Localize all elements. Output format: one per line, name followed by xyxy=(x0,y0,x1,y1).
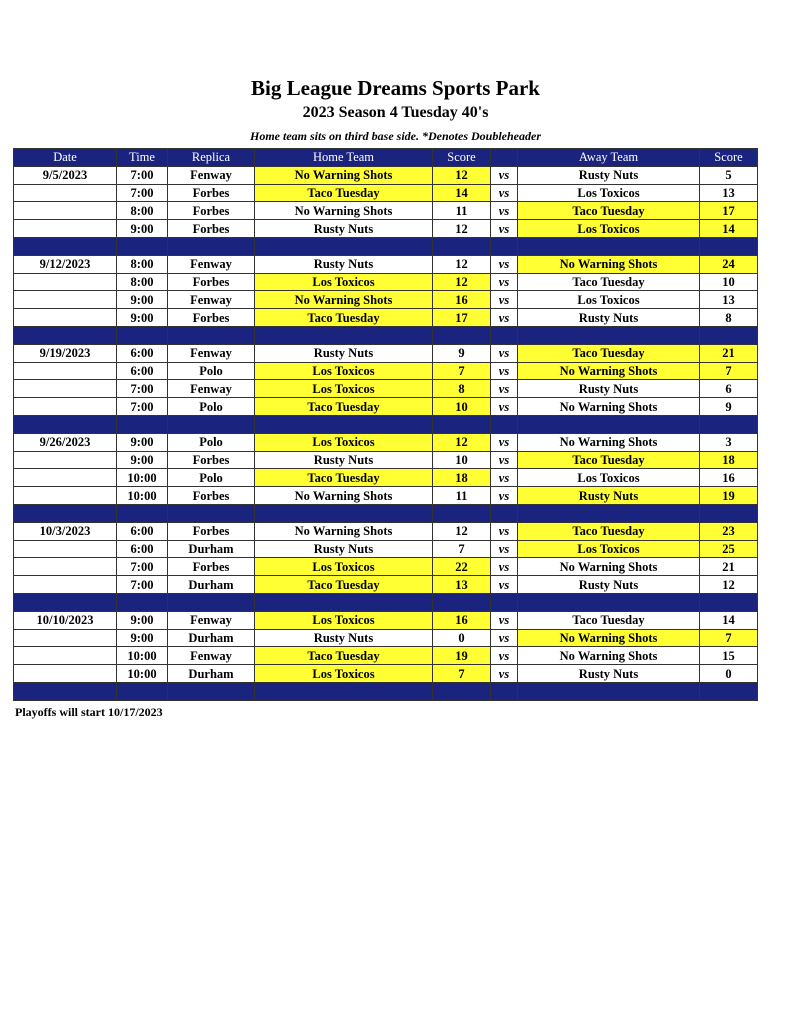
cell-replica: Fenway xyxy=(168,166,255,184)
cell-home-team: Taco Tuesday xyxy=(255,309,433,327)
cell-time: 7:00 xyxy=(117,166,168,184)
cell-away-score: 9 xyxy=(700,398,758,416)
col-header-home-score: Score xyxy=(433,149,491,167)
cell-replica: Forbes xyxy=(168,184,255,202)
cell-away-team: Taco Tuesday xyxy=(518,451,700,469)
separator-cell xyxy=(518,326,700,344)
table-row xyxy=(14,398,758,416)
cell-replica: Forbes xyxy=(168,522,255,540)
cell-time: 9:00 xyxy=(117,309,168,327)
week-separator xyxy=(14,237,758,255)
table-row xyxy=(14,380,758,398)
separator-cell xyxy=(255,504,433,522)
cell-vs: vs xyxy=(491,398,518,416)
cell-date xyxy=(14,291,117,309)
playoffs-note: Playoffs will start 10/17/2023 xyxy=(15,705,163,719)
cell-home-score: 16 xyxy=(433,291,491,309)
cell-time: 7:00 xyxy=(117,184,168,202)
cell-vs: vs xyxy=(491,540,518,558)
cell-home-team: Los Toxicos xyxy=(255,665,433,683)
cell-home-score: 12 xyxy=(433,273,491,291)
cell-home-team: No Warning Shots xyxy=(255,166,433,184)
cell-home-score: 12 xyxy=(433,220,491,238)
separator-cell xyxy=(168,326,255,344)
cell-time: 9:00 xyxy=(117,629,168,647)
separator-cell xyxy=(117,237,168,255)
cell-time: 8:00 xyxy=(117,202,168,220)
cell-time: 9:00 xyxy=(117,451,168,469)
cell-away-team: Los Toxicos xyxy=(518,291,700,309)
cell-away-score: 0 xyxy=(700,665,758,683)
cell-home-score: 10 xyxy=(433,451,491,469)
cell-date: 10/10/2023 xyxy=(14,611,117,629)
cell-away-score: 7 xyxy=(700,362,758,380)
cell-home-score: 14 xyxy=(433,184,491,202)
separator-cell xyxy=(518,682,700,700)
table-row xyxy=(14,433,758,451)
cell-date xyxy=(14,558,117,576)
table-row xyxy=(14,291,758,309)
cell-away-score: 14 xyxy=(700,611,758,629)
separator-cell xyxy=(255,326,433,344)
cell-date xyxy=(14,647,117,665)
cell-replica: Polo xyxy=(168,469,255,487)
cell-home-team: Taco Tuesday xyxy=(255,469,433,487)
cell-time: 6:00 xyxy=(117,344,168,362)
cell-replica: Forbes xyxy=(168,202,255,220)
table-row xyxy=(14,576,758,594)
cell-away-team: Los Toxicos xyxy=(518,469,700,487)
table-header-row xyxy=(14,149,758,167)
separator-cell xyxy=(117,682,168,700)
cell-date: 9/12/2023 xyxy=(14,255,117,273)
cell-vs: vs xyxy=(491,611,518,629)
cell-home-score: 13 xyxy=(433,576,491,594)
col-header-date: Date xyxy=(14,149,117,167)
separator-cell xyxy=(433,326,491,344)
cell-home-team: Los Toxicos xyxy=(255,611,433,629)
cell-away-score: 7 xyxy=(700,629,758,647)
cell-away-team: Rusty Nuts xyxy=(518,309,700,327)
cell-away-score: 18 xyxy=(700,451,758,469)
separator-cell xyxy=(168,415,255,433)
cell-away-score: 24 xyxy=(700,255,758,273)
cell-vs: vs xyxy=(491,451,518,469)
cell-time: 7:00 xyxy=(117,558,168,576)
cell-home-team: Rusty Nuts xyxy=(255,540,433,558)
separator-cell xyxy=(491,682,518,700)
separator-cell xyxy=(700,504,758,522)
cell-date: 9/26/2023 xyxy=(14,433,117,451)
cell-home-team: Rusty Nuts xyxy=(255,220,433,238)
cell-replica: Forbes xyxy=(168,309,255,327)
cell-away-score: 12 xyxy=(700,576,758,594)
cell-vs: vs xyxy=(491,220,518,238)
separator-cell xyxy=(168,504,255,522)
cell-vs: vs xyxy=(491,576,518,594)
cell-home-team: Los Toxicos xyxy=(255,433,433,451)
cell-home-score: 0 xyxy=(433,629,491,647)
cell-replica: Forbes xyxy=(168,273,255,291)
cell-home-team: Rusty Nuts xyxy=(255,255,433,273)
cell-home-team: Taco Tuesday xyxy=(255,184,433,202)
cell-home-score: 12 xyxy=(433,433,491,451)
cell-date xyxy=(14,380,117,398)
cell-away-team: No Warning Shots xyxy=(518,629,700,647)
cell-date xyxy=(14,202,117,220)
table-row xyxy=(14,611,758,629)
table-row xyxy=(14,273,758,291)
cell-away-score: 25 xyxy=(700,540,758,558)
col-header-away-team: Away Team xyxy=(518,149,700,167)
cell-time: 10:00 xyxy=(117,665,168,683)
week-separator xyxy=(14,593,758,611)
cell-away-team: Taco Tuesday xyxy=(518,344,700,362)
cell-vs: vs xyxy=(491,380,518,398)
separator-cell xyxy=(518,415,700,433)
cell-away-team: Rusty Nuts xyxy=(518,487,700,505)
cell-replica: Fenway xyxy=(168,344,255,362)
cell-vs: vs xyxy=(491,309,518,327)
cell-date xyxy=(14,469,117,487)
cell-date xyxy=(14,309,117,327)
cell-time: 6:00 xyxy=(117,362,168,380)
cell-away-score: 23 xyxy=(700,522,758,540)
cell-vs: vs xyxy=(491,522,518,540)
separator-cell xyxy=(491,415,518,433)
cell-time: 6:00 xyxy=(117,522,168,540)
cell-replica: Fenway xyxy=(168,380,255,398)
cell-home-score: 7 xyxy=(433,540,491,558)
cell-time: 9:00 xyxy=(117,611,168,629)
cell-replica: Polo xyxy=(168,398,255,416)
cell-away-score: 5 xyxy=(700,166,758,184)
cell-time: 8:00 xyxy=(117,255,168,273)
cell-away-team: No Warning Shots xyxy=(518,647,700,665)
cell-away-team: No Warning Shots xyxy=(518,433,700,451)
cell-time: 10:00 xyxy=(117,647,168,665)
cell-vs: vs xyxy=(491,202,518,220)
cell-replica: Polo xyxy=(168,362,255,380)
table-row xyxy=(14,220,758,238)
cell-vs: vs xyxy=(491,647,518,665)
cell-date xyxy=(14,362,117,380)
cell-away-score: 21 xyxy=(700,344,758,362)
cell-away-team: Los Toxicos xyxy=(518,220,700,238)
cell-away-team: Rusty Nuts xyxy=(518,576,700,594)
cell-home-team: Los Toxicos xyxy=(255,558,433,576)
cell-time: 9:00 xyxy=(117,220,168,238)
separator-cell xyxy=(700,237,758,255)
table-row xyxy=(14,451,758,469)
cell-away-team: Taco Tuesday xyxy=(518,273,700,291)
cell-date xyxy=(14,398,117,416)
cell-vs: vs xyxy=(491,255,518,273)
cell-home-team: Taco Tuesday xyxy=(255,576,433,594)
separator-cell xyxy=(168,682,255,700)
cell-replica: Durham xyxy=(168,540,255,558)
cell-replica: Durham xyxy=(168,629,255,647)
cell-away-team: Taco Tuesday xyxy=(518,522,700,540)
table-row xyxy=(14,469,758,487)
table-row xyxy=(14,184,758,202)
cell-date xyxy=(14,665,117,683)
cell-vs: vs xyxy=(491,433,518,451)
cell-home-score: 7 xyxy=(433,665,491,683)
separator-cell xyxy=(117,504,168,522)
cell-home-score: 11 xyxy=(433,202,491,220)
separator-cell xyxy=(14,415,117,433)
cell-vs: vs xyxy=(491,273,518,291)
separator-cell xyxy=(700,415,758,433)
separator-cell xyxy=(168,593,255,611)
cell-home-team: No Warning Shots xyxy=(255,522,433,540)
cell-home-team: No Warning Shots xyxy=(255,291,433,309)
cell-replica: Fenway xyxy=(168,291,255,309)
cell-away-score: 14 xyxy=(700,220,758,238)
separator-cell xyxy=(433,593,491,611)
cell-vs: vs xyxy=(491,469,518,487)
separator-cell xyxy=(14,326,117,344)
cell-home-team: Rusty Nuts xyxy=(255,344,433,362)
cell-home-team: Taco Tuesday xyxy=(255,647,433,665)
separator-cell xyxy=(433,682,491,700)
cell-replica: Fenway xyxy=(168,647,255,665)
cell-date: 9/19/2023 xyxy=(14,344,117,362)
cell-replica: Forbes xyxy=(168,220,255,238)
cell-home-team: Los Toxicos xyxy=(255,362,433,380)
cell-home-score: 11 xyxy=(433,487,491,505)
cell-replica: Forbes xyxy=(168,451,255,469)
table-row xyxy=(14,647,758,665)
separator-cell xyxy=(255,237,433,255)
cell-away-score: 17 xyxy=(700,202,758,220)
cell-time: 9:00 xyxy=(117,291,168,309)
cell-home-score: 10 xyxy=(433,398,491,416)
cell-date xyxy=(14,576,117,594)
cell-time: 7:00 xyxy=(117,398,168,416)
table-row xyxy=(14,344,758,362)
cell-away-team: Rusty Nuts xyxy=(518,166,700,184)
cell-away-team: Rusty Nuts xyxy=(518,380,700,398)
cell-vs: vs xyxy=(491,629,518,647)
table-row xyxy=(14,255,758,273)
separator-cell xyxy=(518,593,700,611)
cell-home-score: 22 xyxy=(433,558,491,576)
separator-cell xyxy=(433,415,491,433)
cell-away-score: 6 xyxy=(700,380,758,398)
cell-replica: Forbes xyxy=(168,487,255,505)
cell-away-score: 13 xyxy=(700,184,758,202)
cell-home-score: 16 xyxy=(433,611,491,629)
separator-cell xyxy=(518,237,700,255)
cell-vs: vs xyxy=(491,344,518,362)
cell-vs: vs xyxy=(491,184,518,202)
cell-home-team: No Warning Shots xyxy=(255,487,433,505)
table-row xyxy=(14,665,758,683)
separator-cell xyxy=(518,504,700,522)
cell-away-team: Los Toxicos xyxy=(518,540,700,558)
cell-away-score: 21 xyxy=(700,558,758,576)
cell-date: 10/3/2023 xyxy=(14,522,117,540)
separator-cell xyxy=(14,504,117,522)
cell-home-score: 7 xyxy=(433,362,491,380)
table-row xyxy=(14,166,758,184)
header-note: Home team sits on third base side. *Denotes Doubleheader xyxy=(250,129,541,143)
cell-away-team: No Warning Shots xyxy=(518,398,700,416)
cell-vs: vs xyxy=(491,665,518,683)
cell-away-score: 13 xyxy=(700,291,758,309)
table-row xyxy=(14,309,758,327)
separator-cell xyxy=(491,593,518,611)
cell-time: 7:00 xyxy=(117,576,168,594)
separator-cell xyxy=(700,326,758,344)
cell-away-score: 16 xyxy=(700,469,758,487)
cell-time: 10:00 xyxy=(117,469,168,487)
separator-cell xyxy=(255,682,433,700)
page-subtitle: 2023 Season 4 Tuesday 40's xyxy=(302,104,489,121)
cell-vs: vs xyxy=(491,558,518,576)
cell-time: 7:00 xyxy=(117,380,168,398)
table-row xyxy=(14,540,758,558)
cell-time: 8:00 xyxy=(117,273,168,291)
cell-away-team: Rusty Nuts xyxy=(518,665,700,683)
cell-away-score: 8 xyxy=(700,309,758,327)
cell-home-team: No Warning Shots xyxy=(255,202,433,220)
cell-date xyxy=(14,184,117,202)
cell-replica: Polo xyxy=(168,433,255,451)
cell-home-team: Los Toxicos xyxy=(255,380,433,398)
separator-cell xyxy=(491,504,518,522)
cell-home-team: Rusty Nuts xyxy=(255,451,433,469)
separator-cell xyxy=(255,415,433,433)
separator-cell xyxy=(433,237,491,255)
col-header-replica: Replica xyxy=(168,149,255,167)
week-separator xyxy=(14,504,758,522)
cell-away-score: 3 xyxy=(700,433,758,451)
table-row xyxy=(14,362,758,380)
cell-away-score: 15 xyxy=(700,647,758,665)
cell-replica: Durham xyxy=(168,576,255,594)
cell-away-team: Los Toxicos xyxy=(518,184,700,202)
cell-home-score: 19 xyxy=(433,647,491,665)
cell-replica: Fenway xyxy=(168,255,255,273)
cell-home-score: 12 xyxy=(433,255,491,273)
cell-away-score: 19 xyxy=(700,487,758,505)
separator-cell xyxy=(14,237,117,255)
col-header-home-team: Home Team xyxy=(255,149,433,167)
cell-vs: vs xyxy=(491,487,518,505)
cell-away-team: Taco Tuesday xyxy=(518,611,700,629)
cell-home-score: 8 xyxy=(433,380,491,398)
cell-date xyxy=(14,220,117,238)
cell-away-team: No Warning Shots xyxy=(518,362,700,380)
cell-replica: Forbes xyxy=(168,558,255,576)
cell-time: 6:00 xyxy=(117,540,168,558)
separator-cell xyxy=(433,504,491,522)
separator-cell xyxy=(14,593,117,611)
cell-time: 9:00 xyxy=(117,433,168,451)
cell-away-team: Taco Tuesday xyxy=(518,202,700,220)
cell-home-team: Rusty Nuts xyxy=(255,629,433,647)
table-row xyxy=(14,487,758,505)
cell-vs: vs xyxy=(491,166,518,184)
cell-home-team: Los Toxicos xyxy=(255,273,433,291)
cell-date xyxy=(14,540,117,558)
page-title: Big League Dreams Sports Park xyxy=(251,76,540,100)
cell-home-score: 17 xyxy=(433,309,491,327)
separator-cell xyxy=(491,326,518,344)
cell-replica: Durham xyxy=(168,665,255,683)
table-row xyxy=(14,202,758,220)
cell-away-score: 10 xyxy=(700,273,758,291)
separator-cell xyxy=(700,682,758,700)
separator-cell xyxy=(168,237,255,255)
separator-cell xyxy=(700,593,758,611)
table-row xyxy=(14,558,758,576)
week-separator xyxy=(14,326,758,344)
week-separator xyxy=(14,415,758,433)
cell-date: 9/5/2023 xyxy=(14,166,117,184)
schedule-body xyxy=(14,166,758,700)
cell-home-score: 9 xyxy=(433,344,491,362)
cell-home-team: Taco Tuesday xyxy=(255,398,433,416)
col-header-time: Time xyxy=(117,149,168,167)
cell-home-score: 12 xyxy=(433,166,491,184)
separator-cell xyxy=(14,682,117,700)
separator-cell xyxy=(491,237,518,255)
cell-replica: Fenway xyxy=(168,611,255,629)
separator-cell xyxy=(117,415,168,433)
cell-vs: vs xyxy=(491,291,518,309)
cell-away-team: No Warning Shots xyxy=(518,255,700,273)
col-header-vs xyxy=(491,149,518,167)
separator-cell xyxy=(117,326,168,344)
cell-date xyxy=(14,273,117,291)
separator-cell xyxy=(117,593,168,611)
cell-date xyxy=(14,451,117,469)
cell-away-team: No Warning Shots xyxy=(518,558,700,576)
cell-home-score: 12 xyxy=(433,522,491,540)
table-row xyxy=(14,629,758,647)
separator-cell xyxy=(255,593,433,611)
cell-date xyxy=(14,487,117,505)
cell-time: 10:00 xyxy=(117,487,168,505)
schedule-table xyxy=(13,148,758,701)
cell-date xyxy=(14,629,117,647)
cell-home-score: 18 xyxy=(433,469,491,487)
cell-vs: vs xyxy=(491,362,518,380)
table-row xyxy=(14,522,758,540)
col-header-away-score: Score xyxy=(700,149,758,167)
week-separator xyxy=(14,682,758,700)
